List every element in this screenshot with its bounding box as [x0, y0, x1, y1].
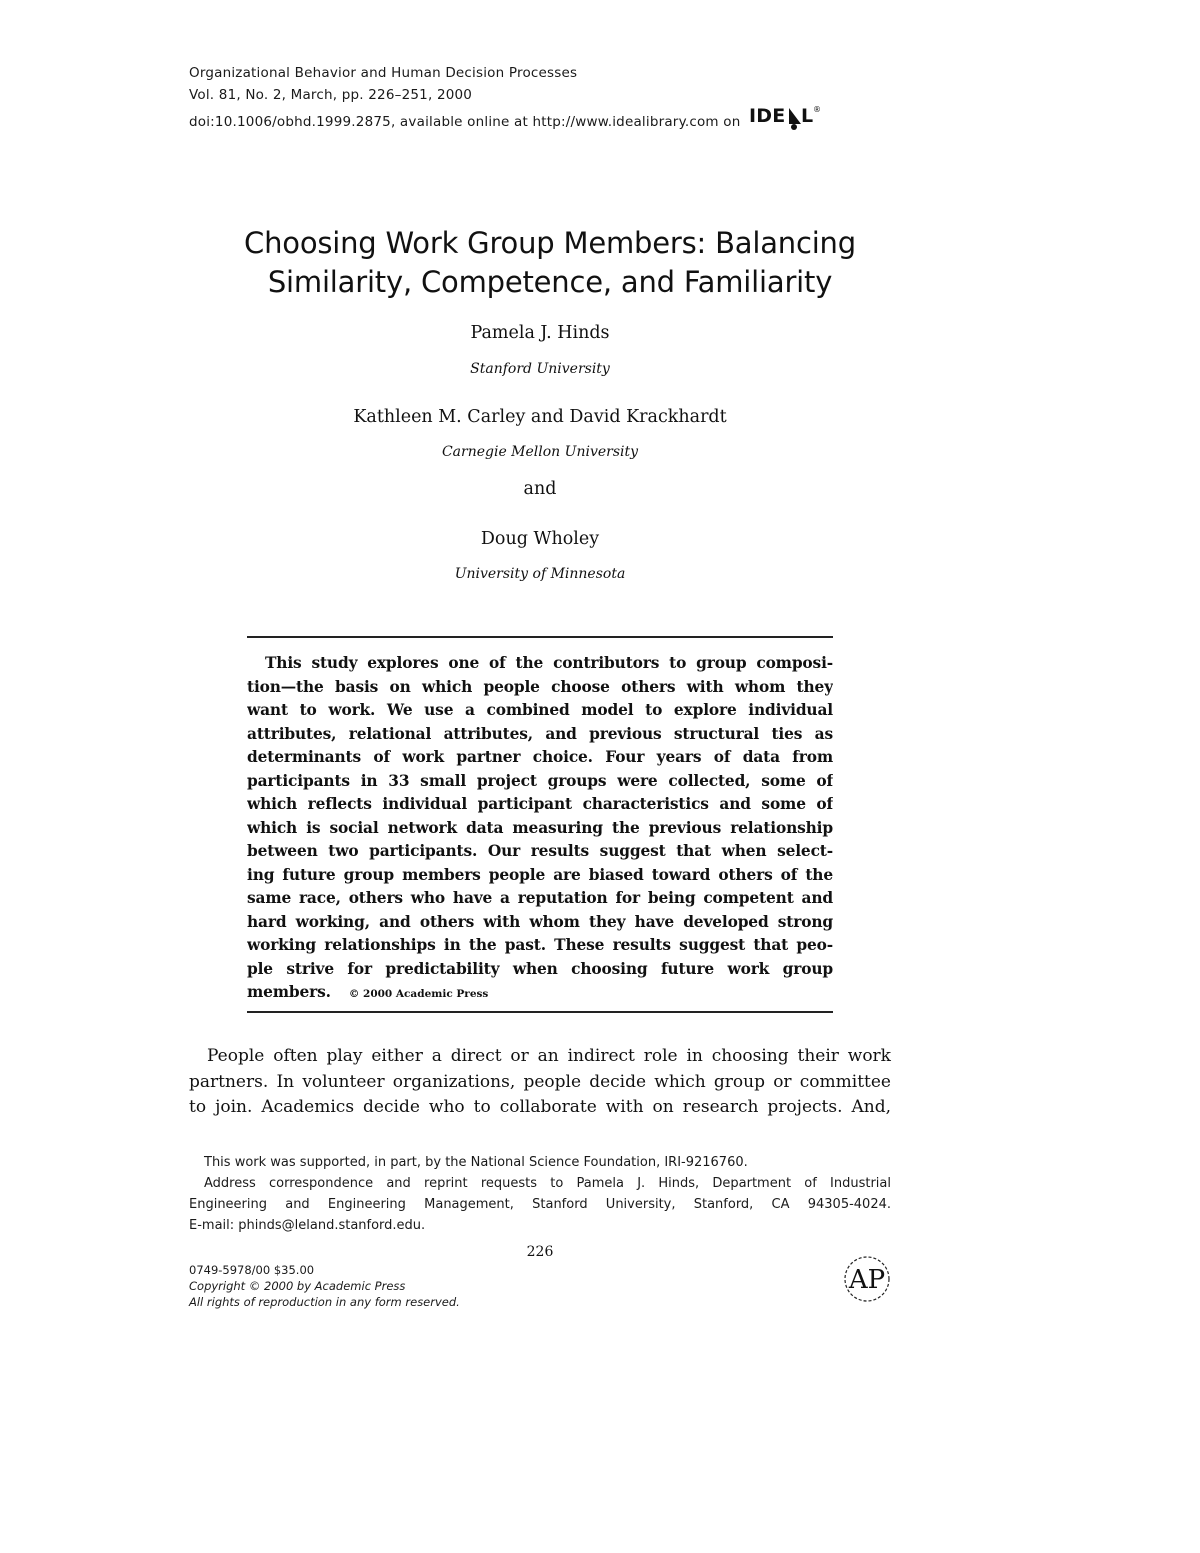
- footnote-address-2: Engineering and Engineering Management, Stanford University, Stanford, CA 94305-4024.: [189, 1197, 891, 1212]
- journal-volume: Vol. 81, No. 2, March, pp. 226–251, 2000: [189, 87, 473, 103]
- abstract-line: which is social network data measuring the previous relationship: [247, 818, 833, 837]
- ideal-logo: [749, 106, 829, 130]
- body-line: People often play either a direct or an indirect role in choosing their work: [207, 1046, 891, 1066]
- abstract-last-line: [247, 981, 833, 1007]
- abstract-line: working relationships in the past. These results suggest that peo-: [247, 936, 833, 954]
- abstract-line: hard working, and others with whom they have developed strong: [247, 912, 833, 931]
- imprint: [189, 1262, 689, 1310]
- footnote-support: This work was supported, in part, by the National Science Foundation, IRI-9216760.: [204, 1155, 748, 1170]
- journal-header: [189, 62, 889, 133]
- doi-text[interactable]: doi:10.1006/obhd.1999.2875, available online at http://www.idealibrary.com on: [189, 114, 741, 130]
- abstract-line: same race, others who have a reputation for being competent and: [247, 889, 833, 907]
- svg-text:L: L: [800, 105, 814, 127]
- body-line: to join. Academics decide who to collaborate with on research projects. And,: [189, 1097, 891, 1117]
- abstract-line: want to work. We use a combined model to explore individual: [247, 701, 833, 719]
- registered-mark: ®: [812, 105, 822, 114]
- abstract-line: This study explores one of the contributors to group composi-: [265, 654, 833, 672]
- title-line-2: Similarity, Competence, and Familiarity: [267, 265, 833, 299]
- abstract-line: attributes, relational attributes, and previous structural ties as: [247, 724, 833, 743]
- abstract-line: tion—the basis on which people choose others with whom they: [247, 677, 833, 696]
- abstract-line: between two participants. Our results suggest that when select-: [247, 842, 833, 860]
- doi-line: [189, 106, 889, 133]
- abstract-line: ple strive for predictability when choosing future work group: [247, 959, 833, 978]
- abstract-last-word: members.: [247, 983, 331, 1001]
- academic-press-logo: [838, 1252, 896, 1306]
- author-1: Pamela J. Hinds: [470, 323, 610, 343]
- affiliation-1: Stanford University: [470, 361, 610, 377]
- svg-text:IDE: IDE: [748, 105, 786, 127]
- footnote-address-1: Address correspondence and reprint requests to Pamela J. Hinds, Department of Industrial: [204, 1176, 891, 1191]
- journal-name: Organizational Behavior and Human Decision Processes: [189, 65, 578, 81]
- abstract-bottom-rule: [247, 1011, 833, 1013]
- abstract-line: determinants of work partner choice. Four years of data from: [247, 748, 833, 766]
- imprint-rights: All rights of reproduction in any form reserved.: [189, 1295, 460, 1309]
- imprint-copyright: Copyright © 2000 by Academic Press: [189, 1279, 406, 1293]
- body-text: [189, 1044, 891, 1121]
- abstract: [247, 652, 833, 1007]
- affiliation-3: University of Minnesota: [454, 566, 626, 582]
- affiliation-2: Carnegie Mellon University: [441, 444, 639, 460]
- author-2: Kathleen M. Carley and David Krackhardt: [353, 407, 727, 427]
- footnote-email[interactable]: E-mail: phinds@leland.stanford.edu.: [189, 1218, 426, 1233]
- abstract-copyright: © 2000 Academic Press: [348, 988, 489, 1000]
- title-line-1: Choosing Work Group Members: Balancing: [244, 226, 856, 260]
- footnotes: [189, 1152, 891, 1236]
- imprint-price: 0749-5978/00 $35.00: [189, 1263, 315, 1277]
- and-connector: and: [523, 479, 557, 499]
- abstract-line: participants in 33 small project groups were collected, some of: [247, 771, 833, 790]
- ap-logo-letters: AP: [848, 1265, 886, 1295]
- abstract-top-rule: [247, 636, 833, 638]
- abstract-line: which reflects individual participant characteristics and some of: [247, 795, 833, 813]
- author-3: Doug Wholey: [480, 529, 600, 549]
- abstract-line: ing future group members people are biased toward others of the: [247, 865, 833, 884]
- body-line: partners. In volunteer organizations, people decide which group or committee: [189, 1071, 891, 1092]
- page-number: 226: [526, 1244, 554, 1260]
- paper-title: [150, 224, 950, 302]
